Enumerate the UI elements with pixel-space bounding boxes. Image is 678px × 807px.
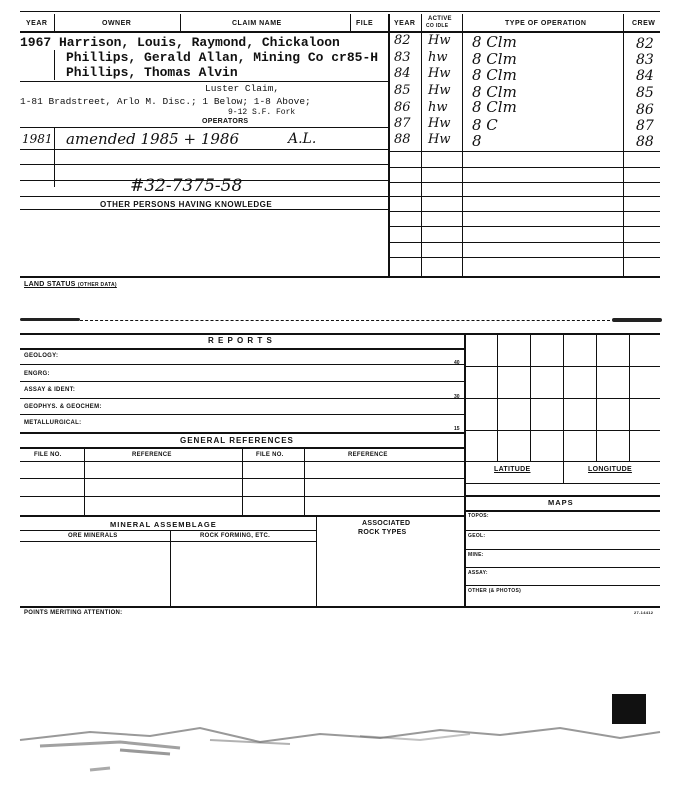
land-status-text: LAND STATUS bbox=[24, 281, 76, 288]
header-file: FILE bbox=[356, 20, 374, 27]
activity-status: Hw bbox=[428, 116, 451, 131]
header-crew: CREW bbox=[632, 20, 656, 27]
rule bbox=[464, 495, 660, 497]
activity-status: Hw bbox=[428, 132, 451, 147]
activity-crew: 88 bbox=[636, 134, 654, 150]
report-mark: 15 bbox=[454, 426, 460, 432]
header-divider bbox=[180, 14, 181, 31]
grid-line bbox=[388, 226, 660, 227]
rule bbox=[20, 496, 464, 497]
grid-line bbox=[388, 257, 660, 258]
reports-right-divider bbox=[464, 333, 466, 606]
activity-op: 8 Clm bbox=[472, 83, 517, 101]
ref-file-no: FILE NO. bbox=[34, 452, 62, 458]
maps-other: OTHER (& PHOTOS) bbox=[468, 588, 522, 594]
activity-year: 85 bbox=[394, 83, 411, 98]
activity-crew: 82 bbox=[636, 36, 654, 52]
form-number: 27-14412 bbox=[634, 610, 654, 615]
rule bbox=[464, 510, 660, 512]
rule bbox=[464, 567, 660, 568]
type-divider bbox=[462, 14, 463, 276]
maps-assay: ASSAY: bbox=[468, 570, 488, 576]
rule bbox=[464, 549, 660, 550]
header-divider bbox=[54, 14, 55, 31]
grid-line bbox=[388, 196, 660, 197]
rule bbox=[20, 348, 464, 350]
rule bbox=[20, 127, 388, 128]
header-claim-name: CLAIM NAME bbox=[232, 20, 282, 27]
header-year-2: YEAR bbox=[394, 20, 416, 27]
scan-noise bbox=[0, 690, 678, 790]
section-rule bbox=[20, 333, 660, 335]
rule bbox=[20, 541, 316, 542]
rule bbox=[20, 478, 464, 479]
rule bbox=[20, 364, 464, 365]
rule bbox=[20, 209, 388, 210]
grid-line bbox=[388, 242, 660, 243]
scan-smear bbox=[20, 728, 660, 742]
activity-year: 83 bbox=[394, 50, 411, 65]
land-status-sub: (OTHER DATA) bbox=[77, 282, 117, 288]
coord-grid-line bbox=[464, 430, 660, 431]
activity-year: 84 bbox=[394, 66, 411, 81]
file-reference: #32-7375-58 bbox=[130, 176, 243, 196]
activity-op: 8 Clm bbox=[472, 98, 517, 116]
grid-line bbox=[388, 151, 660, 152]
crew-divider bbox=[623, 14, 624, 276]
maps-geol: GEOL: bbox=[468, 533, 486, 539]
activity-year: 86 bbox=[394, 100, 411, 115]
reports-title: R E P O R T S bbox=[208, 336, 273, 345]
scan-smudge bbox=[612, 318, 662, 322]
scan-smear bbox=[120, 750, 170, 754]
ref-reference-2: REFERENCE bbox=[348, 452, 388, 458]
maps-topos: TOPOS: bbox=[468, 513, 489, 519]
activity-crew: 83 bbox=[636, 52, 654, 68]
dashed-rule bbox=[80, 320, 610, 321]
scan-smear bbox=[90, 768, 110, 770]
location: 1-81 Bradstreet, Arlo M. Disc.; 1 Below; 1-8 Above; bbox=[20, 96, 311, 107]
rule bbox=[20, 81, 388, 82]
points-meriting-attention: POINTS MERITING ATTENTION: bbox=[24, 610, 123, 616]
activity-year: 87 bbox=[394, 116, 411, 131]
coord-grid-line bbox=[530, 333, 531, 461]
rule bbox=[464, 530, 660, 531]
ore-minerals: ORE MINERALS bbox=[68, 533, 118, 539]
activity-op: 8 Clm bbox=[472, 66, 517, 84]
active-divider bbox=[421, 14, 422, 276]
coord-grid-line bbox=[563, 333, 564, 461]
activity-status: Hw bbox=[428, 33, 451, 48]
activity-status: hw bbox=[428, 50, 448, 65]
coord-grid-line bbox=[629, 333, 630, 461]
rule bbox=[20, 461, 464, 462]
scan-smudge bbox=[20, 318, 80, 321]
latitude-label: LATITUDE bbox=[494, 466, 531, 473]
activity-status: Hw bbox=[428, 83, 451, 98]
record-line-2: Phillips, Gerald Allan, Mining Co cr85-H bbox=[66, 50, 379, 65]
amend-initials: A.L. bbox=[288, 131, 317, 147]
coord-grid-line bbox=[464, 461, 660, 462]
header-owner: OWNER bbox=[102, 20, 132, 27]
mineral-divider bbox=[316, 515, 317, 606]
activity-crew: 87 bbox=[636, 118, 654, 134]
grid-line bbox=[388, 211, 660, 212]
ref-reference: REFERENCE bbox=[132, 452, 172, 458]
coord-grid-line bbox=[596, 333, 597, 461]
report-geology: GEOLOGY: bbox=[24, 353, 59, 359]
coord-grid-line bbox=[464, 398, 660, 399]
activity-op: 8 Clm bbox=[472, 33, 517, 51]
activity-status: Hw bbox=[428, 66, 451, 81]
year-col-line bbox=[54, 50, 55, 80]
main-divider bbox=[388, 14, 390, 276]
section-rule bbox=[20, 276, 660, 278]
rock-forming: ROCK FORMING, ETC. bbox=[200, 533, 271, 539]
coord-grid-line bbox=[497, 333, 498, 461]
activity-year: 82 bbox=[394, 33, 411, 48]
coord-divider bbox=[563, 461, 564, 483]
rule bbox=[464, 585, 660, 586]
mineral-title: MINERAL ASSEMBLAGE bbox=[110, 520, 217, 529]
year-col-line bbox=[54, 127, 55, 187]
maps-title: MAPS bbox=[548, 498, 574, 507]
rule bbox=[20, 164, 388, 165]
header-co-idle: CO IDLE bbox=[426, 23, 449, 29]
assoc-rock-2: ROCK TYPES bbox=[358, 529, 407, 536]
report-assay: ASSAY & IDENT: bbox=[24, 387, 76, 393]
activity-crew: 85 bbox=[636, 85, 654, 101]
rule bbox=[20, 381, 464, 382]
coord-grid-line bbox=[464, 366, 660, 367]
report-geophys: GEOPHYS. & GEOCHEM: bbox=[24, 404, 102, 410]
grid-line bbox=[388, 182, 660, 183]
report-engrg: ENGRG: bbox=[24, 371, 50, 377]
report-mark: 30 bbox=[454, 394, 460, 400]
scan-smear bbox=[40, 742, 180, 748]
activity-crew: 86 bbox=[636, 102, 654, 118]
record-line-3: Phillips, Thomas Alvin bbox=[66, 65, 238, 80]
header-type-of-operation: TYPE OF OPERATION bbox=[505, 20, 587, 27]
activity-crew: 84 bbox=[636, 68, 654, 84]
amend-year: 1981 bbox=[22, 132, 53, 146]
top-border bbox=[20, 11, 660, 12]
ref-divider bbox=[304, 447, 305, 515]
header-active: ACTIVE bbox=[428, 16, 452, 22]
ref-file-no-2: FILE NO. bbox=[256, 452, 284, 458]
longitude-label: LONGITUDE bbox=[588, 466, 632, 473]
report-metallurgical: METALLURGICAL: bbox=[24, 420, 82, 426]
activity-op: 8 bbox=[472, 132, 482, 150]
amend-text: amended 1985 + 1986 bbox=[66, 130, 240, 148]
ref-divider bbox=[242, 447, 243, 515]
header-bottom-rule bbox=[20, 31, 660, 33]
maps-mine: MINE: bbox=[468, 552, 484, 558]
rule bbox=[20, 398, 464, 399]
rule bbox=[20, 196, 388, 197]
rule bbox=[464, 483, 660, 484]
scan-dark-block bbox=[612, 694, 646, 724]
rule bbox=[20, 414, 464, 415]
scan-smear bbox=[360, 734, 470, 740]
rule bbox=[20, 149, 388, 150]
operators-label: OPERATORS bbox=[202, 118, 249, 125]
activity-status: hw bbox=[428, 100, 448, 115]
claim-name: Luster Claim, bbox=[205, 83, 280, 94]
assoc-rock-1: ASSOCIATED bbox=[362, 520, 411, 527]
rule bbox=[20, 530, 316, 531]
section-rule bbox=[20, 606, 660, 608]
header-divider bbox=[350, 14, 351, 31]
general-references-title: GENERAL REFERENCES bbox=[180, 436, 294, 445]
grid-line bbox=[388, 167, 660, 168]
activity-year: 88 bbox=[394, 132, 411, 147]
other-persons-label: OTHER PERSONS HAVING KNOWLEDGE bbox=[100, 200, 273, 209]
ref-divider bbox=[84, 447, 85, 515]
report-mark: 40 bbox=[454, 360, 460, 366]
rule bbox=[20, 515, 464, 517]
location-2: 9-12 S.F. Fork bbox=[228, 108, 296, 117]
header-year: YEAR bbox=[26, 20, 48, 27]
activity-op: 8 C bbox=[472, 116, 498, 134]
land-status-label bbox=[24, 281, 117, 288]
activity-op: 8 Clm bbox=[472, 50, 517, 68]
record-line-1: 1967 Harrison, Louis, Raymond, Chickaloon bbox=[20, 35, 340, 50]
rule bbox=[20, 432, 464, 434]
